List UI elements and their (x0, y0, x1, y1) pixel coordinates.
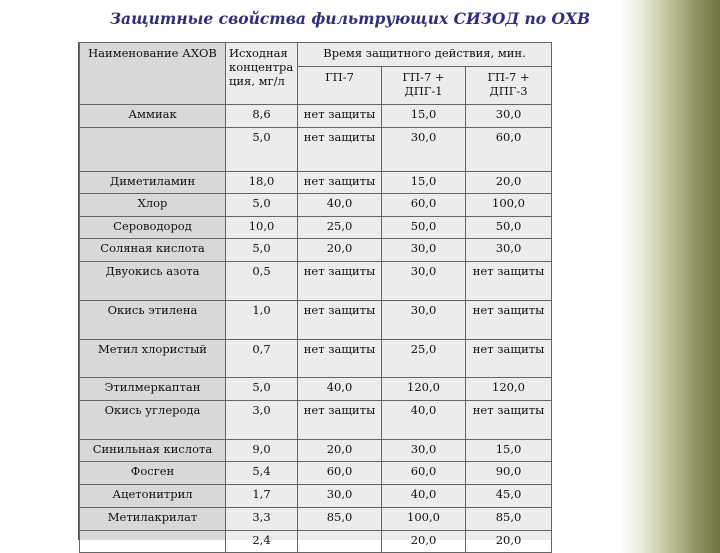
cell-substance: Окись этилена (80, 301, 226, 340)
cell-substance: Аммиак (80, 105, 226, 128)
cell-gp7 (298, 531, 382, 553)
cell-gp7: 20,0 (298, 239, 382, 262)
cell-substance: Соляная кислота (80, 239, 226, 262)
table-row (80, 485, 552, 508)
table-row (80, 462, 552, 485)
cell-gp7: нет защиты (298, 340, 382, 378)
cell-substance: Хлор (80, 194, 226, 217)
cell-gp7-dpg3: 15,0 (466, 440, 552, 462)
protection-table (79, 42, 552, 553)
table-row (80, 401, 552, 440)
cell-concentration: 5,0 (226, 194, 298, 217)
header-concentration: Исходная концентра ция, мг/л (226, 43, 298, 105)
header-gp7-dpg1: ГП-7 + ДПГ-1 (382, 67, 466, 105)
cell-concentration: 2,4 (226, 531, 298, 553)
table-row (80, 217, 552, 239)
cell-gp7-dpg1: 15,0 (382, 105, 466, 128)
cell-gp7-dpg3: 60,0 (466, 128, 552, 172)
cell-concentration: 5,0 (226, 378, 298, 401)
cell-concentration: 5,0 (226, 239, 298, 262)
cell-gp7-dpg1: 25,0 (382, 340, 466, 378)
cell-substance: Сероводород (80, 217, 226, 239)
cell-gp7: нет защиты (298, 401, 382, 440)
cell-gp7-dpg3: 90,0 (466, 462, 552, 485)
cell-substance: Метилакрилат (80, 508, 226, 531)
cell-gp7-dpg3: 30,0 (466, 105, 552, 128)
cell-gp7-dpg3: 45,0 (466, 485, 552, 508)
cell-gp7-dpg1: 30,0 (382, 262, 466, 301)
table-row (80, 301, 552, 340)
cell-gp7: 40,0 (298, 378, 382, 401)
cell-concentration: 10,0 (226, 217, 298, 239)
cell-concentration: 5,0 (226, 128, 298, 172)
cell-gp7-dpg1: 60,0 (382, 462, 466, 485)
cell-gp7-dpg3: 120,0 (466, 378, 552, 401)
header-name: Наименование АХОВ (80, 43, 226, 105)
cell-gp7: 40,0 (298, 194, 382, 217)
header-gp7-dpg3: ГП-7 + ДПГ-3 (466, 67, 552, 105)
table-row (80, 378, 552, 401)
cell-gp7-dpg3: 20,0 (466, 531, 552, 553)
cell-concentration: 0,5 (226, 262, 298, 301)
cell-substance: Ацетонитрил (80, 485, 226, 508)
cell-concentration: 1,0 (226, 301, 298, 340)
table-row (80, 128, 552, 172)
table-row (80, 262, 552, 301)
cell-concentration: 3,0 (226, 401, 298, 440)
table-row (80, 440, 552, 462)
cell-concentration: 9,0 (226, 440, 298, 462)
header-protection-time: Время защитного действия, мин. (298, 43, 552, 67)
cell-substance (80, 128, 226, 172)
cell-substance (80, 531, 226, 553)
cell-substance: Метил хлористый (80, 340, 226, 378)
cell-substance: Этилмеркаптан (80, 378, 226, 401)
cell-concentration: 0,7 (226, 340, 298, 378)
cell-concentration: 8,6 (226, 105, 298, 128)
cell-gp7: 60,0 (298, 462, 382, 485)
cell-concentration: 5,4 (226, 462, 298, 485)
cell-gp7: нет защиты (298, 262, 382, 301)
cell-gp7-dpg1: 20,0 (382, 531, 466, 553)
cell-substance: Синильная кислота (80, 440, 226, 462)
cell-gp7: нет защиты (298, 128, 382, 172)
cell-gp7-dpg1: 30,0 (382, 239, 466, 262)
cell-gp7-dpg3: 30,0 (466, 239, 552, 262)
cell-gp7-dpg3: нет защиты (466, 401, 552, 440)
cell-substance: Фосген (80, 462, 226, 485)
table-row (80, 531, 552, 553)
table-sheet (78, 42, 552, 547)
cell-gp7: 20,0 (298, 440, 382, 462)
cell-gp7-dpg1: 30,0 (382, 301, 466, 340)
cell-gp7-dpg1: 60,0 (382, 194, 466, 217)
cell-gp7-dpg1: 120,0 (382, 378, 466, 401)
page-title: Защитные свойства фильтрующих СИЗОД по ОХВ (109, 9, 591, 28)
cell-gp7-dpg1: 40,0 (382, 401, 466, 440)
table-row (80, 508, 552, 531)
table-row (80, 105, 552, 128)
table-row (80, 172, 552, 194)
cell-gp7-dpg1: 15,0 (382, 172, 466, 194)
header-gp7: ГП-7 (298, 67, 382, 105)
cell-gp7-dpg3: 100,0 (466, 194, 552, 217)
cell-gp7-dpg3: нет защиты (466, 262, 552, 301)
cell-gp7-dpg3: нет защиты (466, 340, 552, 378)
cell-gp7-dpg1: 100,0 (382, 508, 466, 531)
table-row (80, 239, 552, 262)
cell-concentration: 18,0 (226, 172, 298, 194)
cell-substance: Окись углерода (80, 401, 226, 440)
table-row (80, 194, 552, 217)
cell-substance: Диметиламин (80, 172, 226, 194)
cell-gp7: нет защиты (298, 301, 382, 340)
cell-gp7-dpg1: 40,0 (382, 485, 466, 508)
cell-gp7-dpg3: 85,0 (466, 508, 552, 531)
cell-gp7: 25,0 (298, 217, 382, 239)
cell-concentration: 3,3 (226, 508, 298, 531)
cell-gp7-dpg3: 50,0 (466, 217, 552, 239)
cell-gp7: 30,0 (298, 485, 382, 508)
cell-gp7-dpg1: 50,0 (382, 217, 466, 239)
cell-gp7-dpg3: нет защиты (466, 301, 552, 340)
cell-gp7: нет защиты (298, 172, 382, 194)
cell-gp7: 85,0 (298, 508, 382, 531)
cell-gp7-dpg1: 30,0 (382, 128, 466, 172)
cell-substance: Двуокись азота (80, 262, 226, 301)
cell-concentration: 1,7 (226, 485, 298, 508)
table-row (80, 340, 552, 378)
cell-gp7: нет защиты (298, 105, 382, 128)
cell-gp7-dpg1: 30,0 (382, 440, 466, 462)
cell-gp7-dpg3: 20,0 (466, 172, 552, 194)
